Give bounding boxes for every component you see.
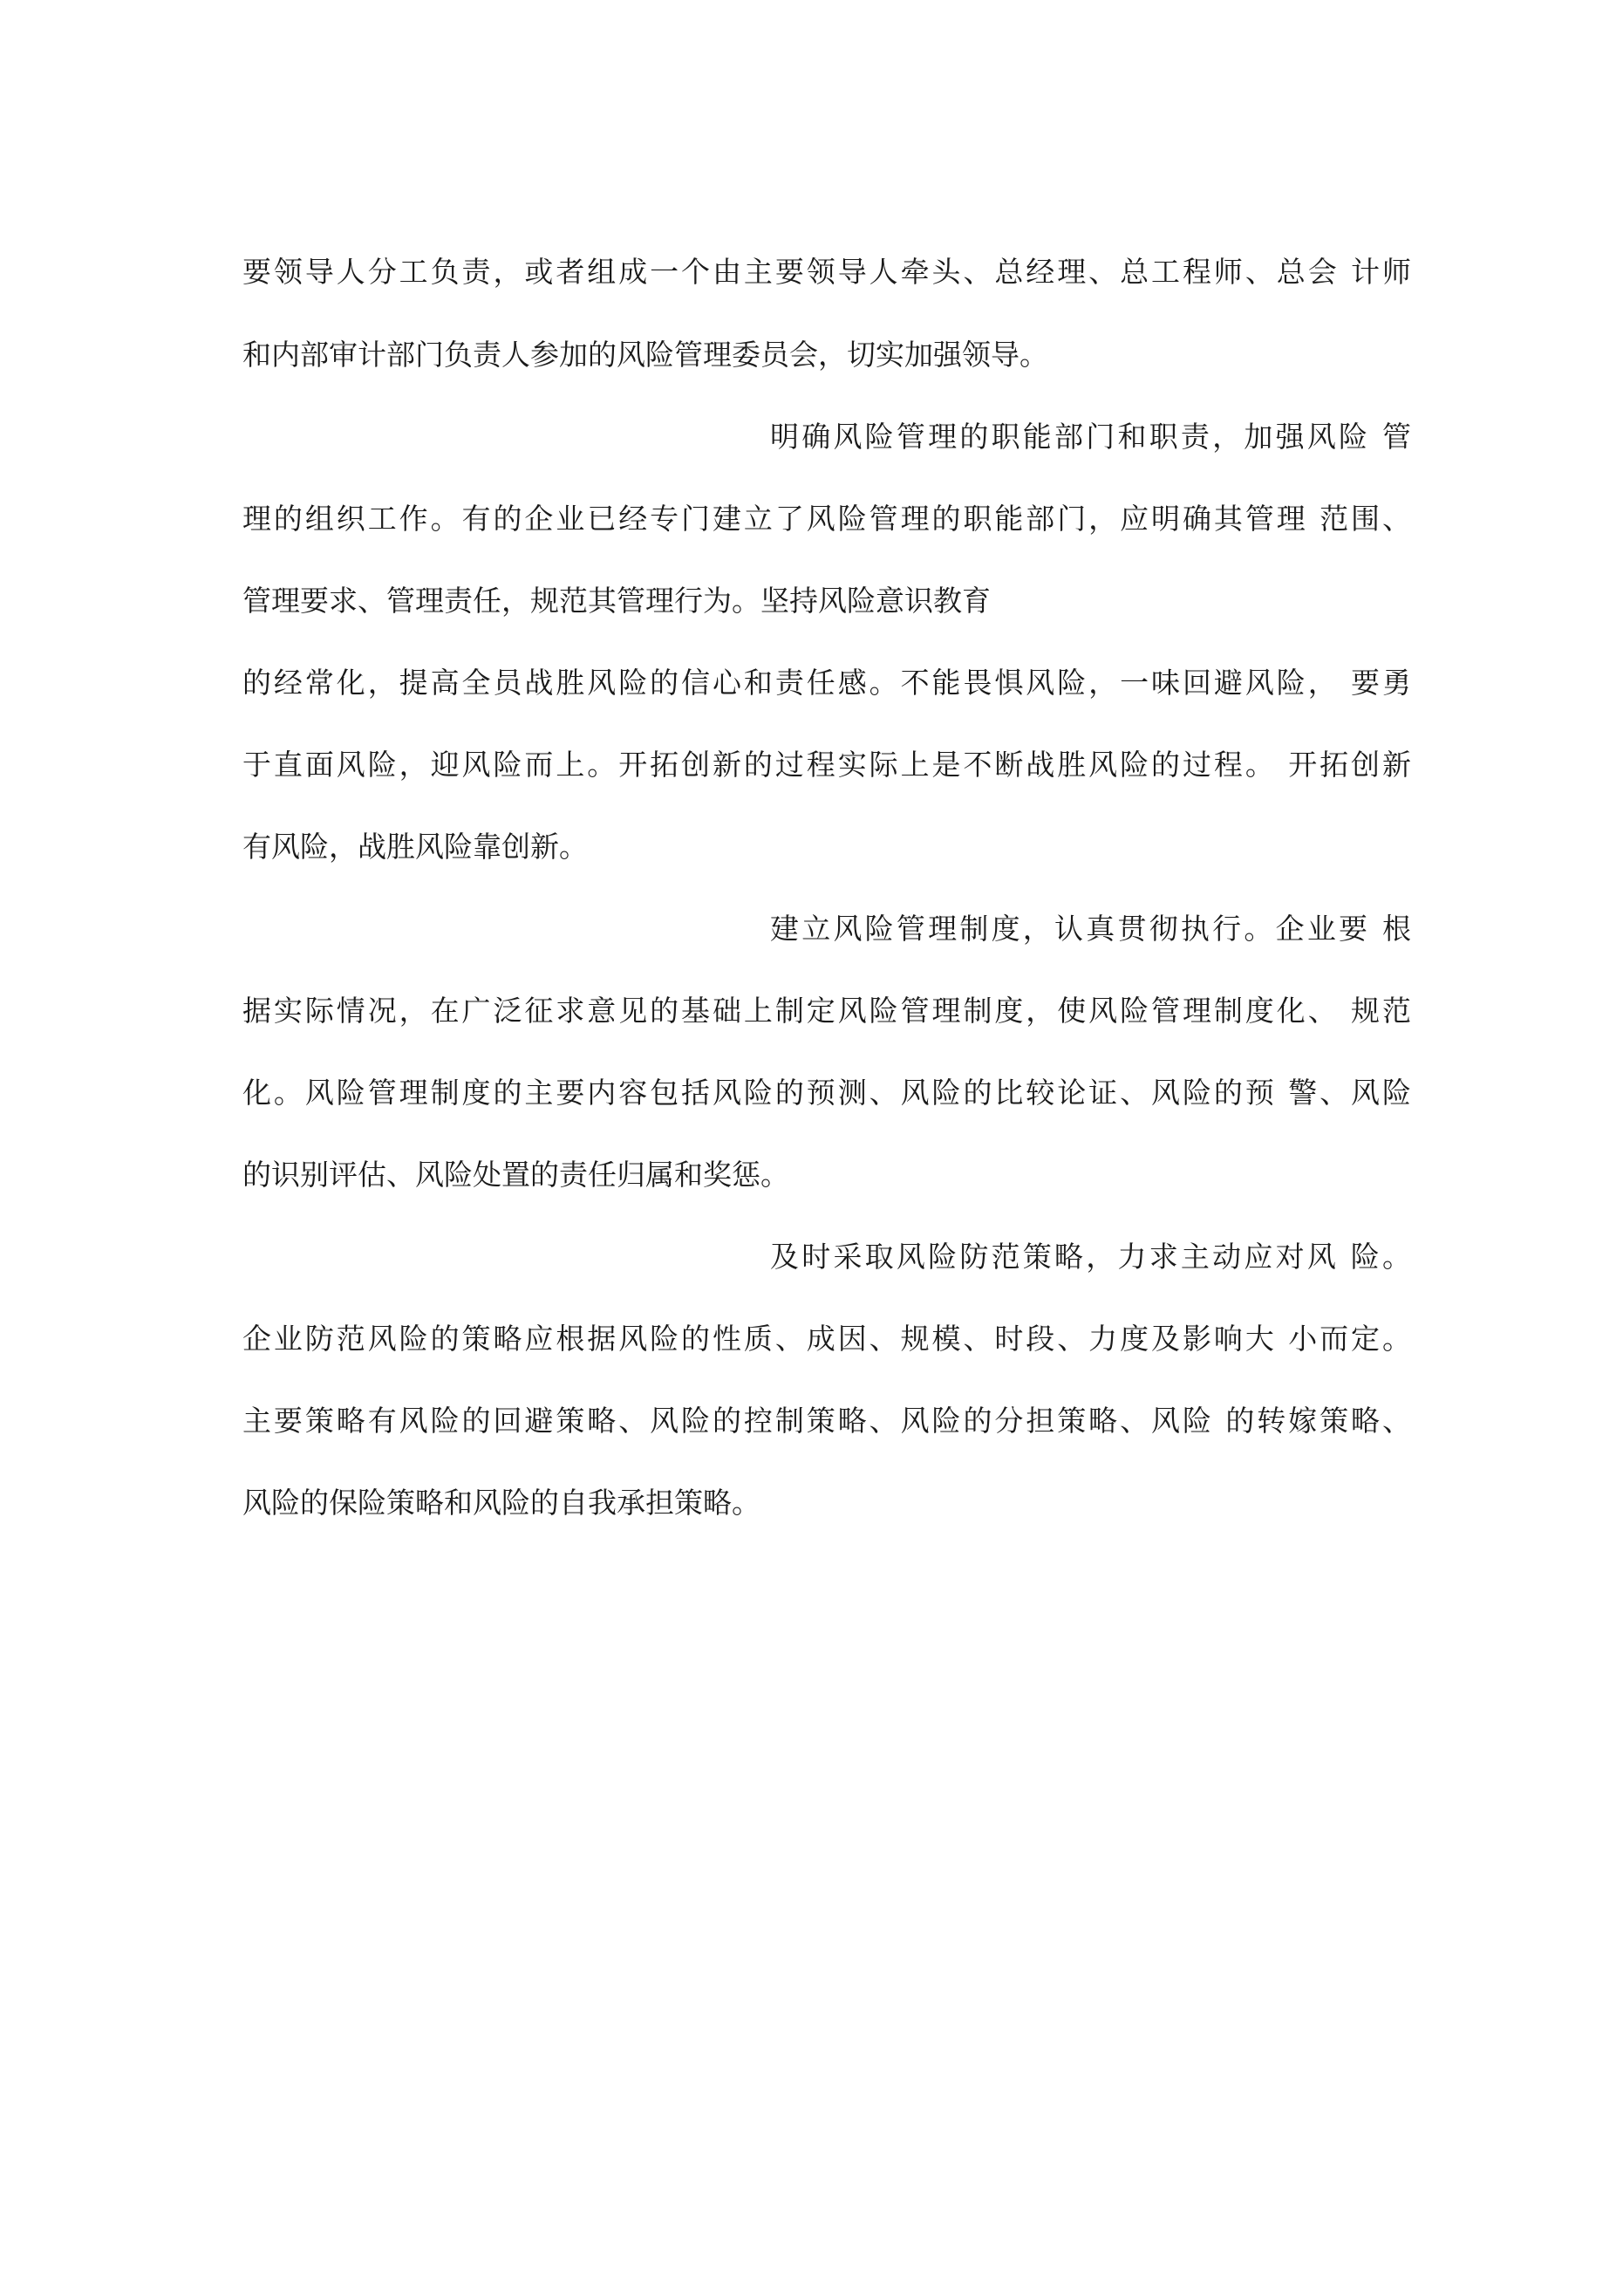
body-text-line: 于直面风险，迎风险而上。开拓创新的过程实际上是不断战胜风险的过程。 开拓创新 xyxy=(242,748,1411,782)
body-text-line: 据实际情况，在广泛征求意见的基础上制定风险管理制度，使风险管理制度化、 规范 xyxy=(242,994,1411,1028)
body-text-line: 企业防范风险的策略应根据风险的性质、成因、规模、时段、力度及影响大 小而定。 xyxy=(242,1322,1411,1356)
body-text-line: 的识别评估、风险处置的责任归属和奖惩。 xyxy=(242,1158,789,1192)
body-text-line: 化。风险管理制度的主要内容包括风险的预测、风险的比较论证、风险的预 警、风险 xyxy=(242,1076,1411,1110)
paragraph-first-line: 建立风险管理制度，认真贯彻执行。企业要 根 xyxy=(770,912,1411,946)
body-text-line: 风险的保险策略和风险的自我承担策略。 xyxy=(242,1486,760,1520)
paragraph-first-line: 明确风险管理的职能部门和职责，加强风险 管 xyxy=(770,420,1411,454)
body-text-line: 和内部审计部门负责人参加的风险管理委员会，切实加强领导。 xyxy=(242,338,1048,372)
body-text-line: 有风险，战胜风险靠创新。 xyxy=(242,830,588,864)
paragraph-first-line: 及时采取风险防范策略，力求主动应对风 险。 xyxy=(770,1240,1411,1274)
body-text-line: 主要策略有风险的回避策略、风险的控制策略、风险的分担策略、风险 的转嫁策略、 xyxy=(242,1404,1411,1438)
body-text-line: 理的组织工作。有的企业已经专门建立了风险管理的职能部门，应明确其管理 范围、 xyxy=(242,502,1411,536)
body-text-line: 管理要求、管理责任，规范其管理行为。坚持风险意识教育 xyxy=(242,584,991,618)
body-text-line: 的经常化，提高全员战胜风险的信心和责任感。不能畏惧风险，一味回避风险， 要勇 xyxy=(242,666,1411,700)
body-text-line: 要领导人分工负责，或者组成一个由主要领导人牵头、总经理、总工程师、总会 计师 xyxy=(242,255,1411,289)
